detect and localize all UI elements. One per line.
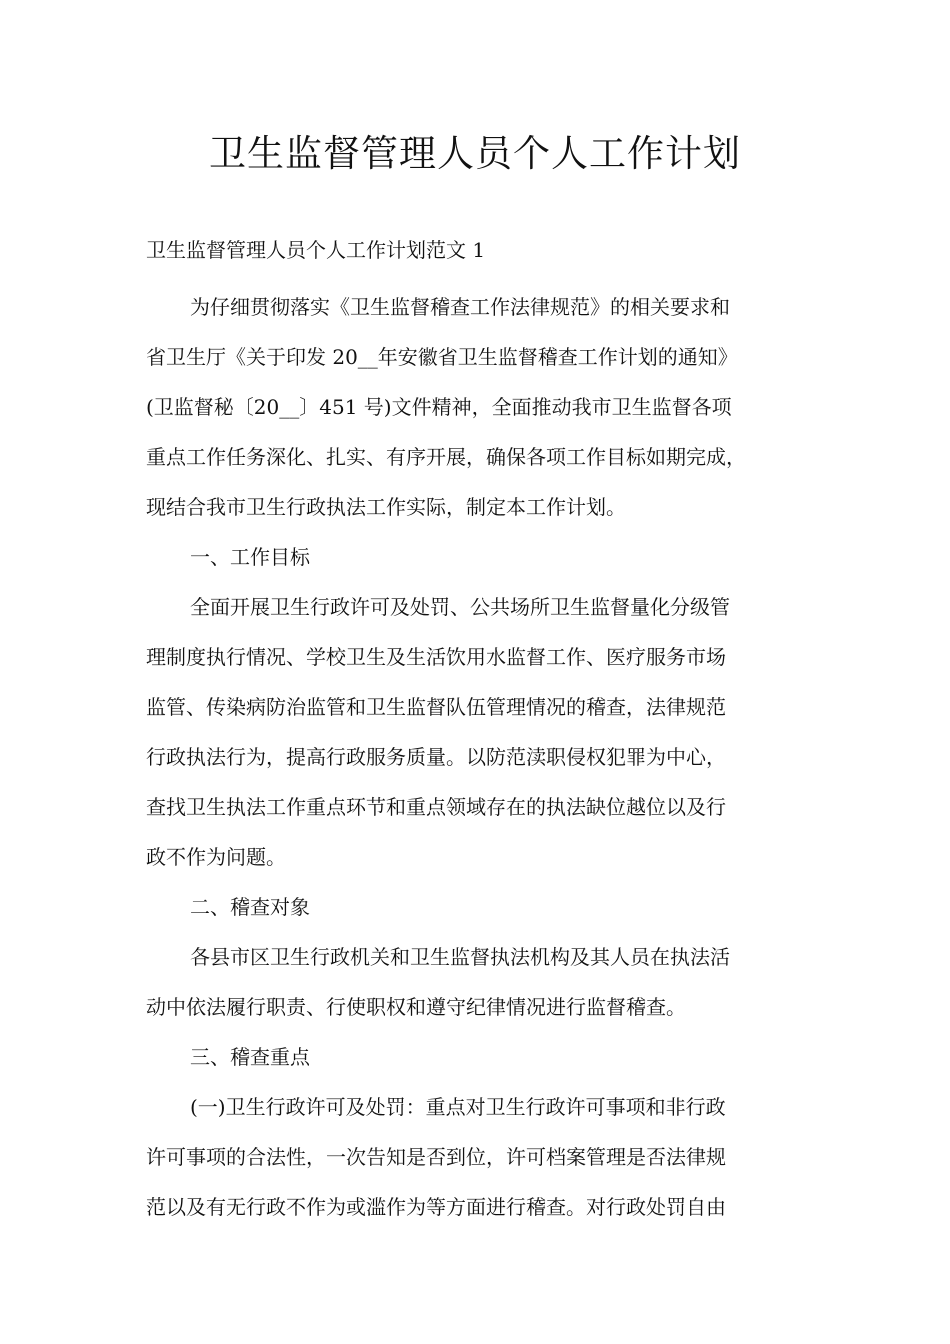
body-line: 现结合我市卫生行政执法工作实际，制定本工作计划。 (146, 495, 626, 519)
body-line: 二、稽查对象 (190, 895, 310, 919)
body-line: 监管、传染病防治监管和卫生监督队伍管理情况的稽查，法律规范 (146, 695, 726, 719)
body-line: 许可事项的合法性，一次告知是否到位，许可档案管理是否法律规 (146, 1145, 726, 1169)
document-body (146, 282, 826, 1232)
body-line: 行政执法行为，提高行政服务质量。以防范渎职侵权犯罪为中心， (146, 745, 726, 769)
document-subtitle: 卫生监督管理人员个人工作计划范文 1 (146, 238, 486, 262)
body-line: 重点工作任务深化、扎实、有序开展，确保各项工作目标如期完成， (146, 445, 746, 469)
body-line: 三、稽查重点 (190, 1045, 310, 1069)
body-line: (卫监督秘〔20__〕451 号)文件精神，全面推动我市卫生监督各项 (146, 395, 732, 419)
body-line: 全面开展卫生行政许可及处罚、公共场所卫生监督量化分级管 (190, 595, 730, 619)
document-title: 卫生监督管理人员个人工作计划 (209, 132, 741, 175)
body-line: 查找卫生执法工作重点环节和重点领域存在的执法缺位越位以及行 (146, 795, 726, 819)
body-line: (一)卫生行政许可及处罚：重点对卫生行政许可事项和非行政 (190, 1095, 726, 1119)
body-line: 各县市区卫生行政机关和卫生监督执法机构及其人员在执法活 (190, 945, 730, 969)
body-line: 理制度执行情况、学校卫生及生活饮用水监督工作、医疗服务市场 (146, 645, 726, 669)
body-line: 省卫生厅《关于印发 20__年安徽省卫生监督稽查工作计划的通知》 (146, 345, 738, 369)
body-line: 一、工作目标 (190, 545, 310, 569)
body-line: 政不作为问题。 (146, 845, 286, 869)
body-line: 动中依法履行职责、行使职权和遵守纪律情况进行监督稽查。 (146, 995, 686, 1019)
body-line: 为仔细贯彻落实《卫生监督稽查工作法律规范》的相关要求和 (190, 295, 730, 319)
body-line: 范以及有无行政不作为或滥作为等方面进行稽查。对行政处罚自由 (146, 1195, 726, 1219)
